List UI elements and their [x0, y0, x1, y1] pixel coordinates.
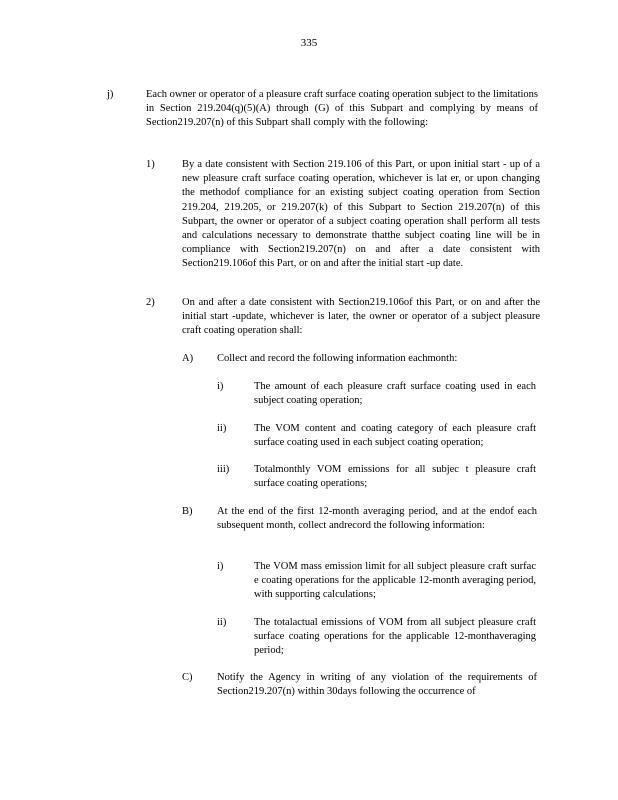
item-B-i-label: i)	[217, 561, 224, 572]
item-A-label: A)	[182, 353, 194, 364]
item-B-i-text: The VOM mass emission limit for all subject pleasure craft surfac e coating operations for the applicable 12-month averaging period, with supporting calculations;	[254, 561, 536, 601]
item-C-text: Notify the Agency in writing of any violation of the requirements of Section219.207(n) within 30days following the occurrence of	[217, 672, 537, 698]
item-A-text: Collect and record the following information eachmonth:	[217, 353, 458, 364]
item-1-label: 1)	[146, 159, 155, 170]
item-2-label: 2)	[146, 297, 155, 308]
item-B-text: At the end of the first 12-month averaging period, and at the endof each subsequent month, collect andrecord the following information:	[217, 506, 537, 532]
item-C-label: C)	[182, 672, 193, 683]
item-j-text: Each owner or operator of a pleasure craft surface coating operation subject to the limitations in Section 219.204(q)(5)(A) through (G) of this Subpart and complying by means of Section219.207(n) of this Subpart shall comply with the following:	[146, 89, 538, 129]
item-2-text: On and after a date consistent with Section219.106of this Part, or on and after the initial start -update, whichever is later, the owner or operator of a subject pleasure craft coating operation shall:	[182, 297, 540, 337]
item-A-ii-label: ii)	[217, 423, 227, 434]
item-A-i-label: i)	[217, 381, 224, 392]
item-A-ii-text: The VOM content and coating category of each pleasure craft surface coating used in each subject coating operation;	[254, 423, 536, 449]
item-1-text: By a date consistent with Section 219.106 of this Part, or upon initial start - up of a new pleasure craft surface coating operation, whichever is lat er, or upon changing the methodof compliance for an existing subject coating operation from Section 219.204, 219.205, or 219.207(k) of this Subpart to Section 219.207(n) of this Subpart, the owner or operator of a subject coating operation shall perform all tests and calculations necessary to demonstrate thatthe subject coating line will be in compliance with Section219.207(n) on and after a date consistent with Section219.106of this Part, or on and after the initial start -up date.	[182, 159, 540, 270]
item-B-ii-text: The totalactual emissions of VOM from all subject pleasure craft surface coating operations for the applicable 12-monthaveraging period;	[254, 617, 536, 657]
item-A-iii-label: iii)	[217, 464, 230, 475]
item-B-ii-label: ii)	[217, 617, 227, 628]
item-A-i-text: The amount of each pleasure craft surface coating used in each subject coating operation;	[254, 381, 536, 407]
item-B-label: B)	[182, 506, 193, 517]
item-A-iii-text: Totalmonthly VOM emissions for all subjec t pleasure craft surface coating operations;	[254, 464, 536, 490]
item-j-label: j)	[107, 89, 114, 100]
page-number: 335	[300, 37, 318, 49]
